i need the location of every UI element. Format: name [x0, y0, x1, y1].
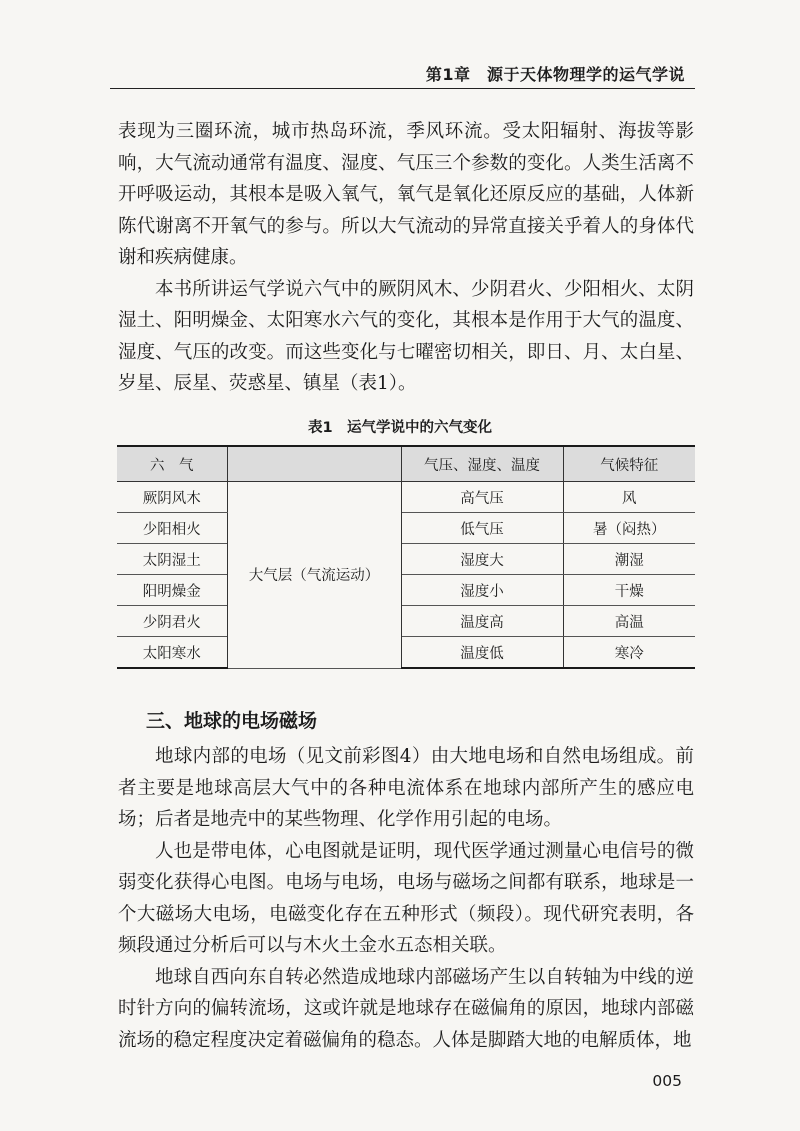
header-medium	[227, 446, 401, 482]
table-row	[117, 606, 695, 637]
table-row	[117, 513, 695, 544]
section-paragraph: 地球内部的电场（见文前彩图4）由大地电场和自然电场组成。前者主要是地球高层大气中的各种电流体系在地球内部所产生的感应电场；后者是地壳中的某些物理、化学作用引起的电场。	[118, 746, 694, 830]
parameter-cell: 湿度小	[401, 575, 563, 606]
page-number: 005	[652, 1072, 682, 1090]
climate-cell: 高温	[563, 606, 695, 637]
table-caption: 表1 运气学说中的六气变化	[307, 420, 493, 436]
climate-cell: 潮湿	[563, 544, 695, 575]
parameter-cell: 高气压	[401, 482, 563, 513]
climate-cell: 干燥	[563, 575, 695, 606]
section-paragraph: 人也是带电体，心电图就是证明，现代医学通过测量心电信号的微弱变化获得心电图。电场与电场，电场与磁场之间都有联系，地球是一个大磁场大电场，电磁变化存在五种形式（频段）。现代研究表明，各频段通过分析后可以与木火土金水五态相关联。	[118, 840, 694, 956]
intro-text	[118, 116, 694, 400]
qi-cell: 太阴湿土	[117, 544, 227, 575]
running-head: 第1章 源于天体物理学的运气学说	[425, 65, 685, 84]
intro-paragraph: 表现为三圈环流，城市热岛环流，季风环流。受太阳辐射、海拔等影响，大气流动通常有温度、湿度、气压三个参数的变化。人类生活离不开呼吸运动，其根本是吸入氧气，氧气是氧化还原反应的基础，人体新陈代谢离不开氧气的参与。所以大气流动的异常直接关乎着人的身体代谢和疾病健康。	[118, 121, 694, 268]
header-climate: 气候特征	[563, 446, 695, 482]
header-parameter: 气压、湿度、温度	[401, 446, 563, 482]
qi-cell: 太阳寒水	[117, 637, 227, 669]
header-rule	[110, 88, 695, 89]
parameter-cell: 低气压	[401, 513, 563, 544]
table-row	[117, 544, 695, 575]
section-text	[118, 741, 694, 1056]
header-qi: 六 气	[117, 446, 227, 482]
section-paragraph: 地球自西向东自转必然造成地球内部磁场产生以自转轴为中线的逆时针方向的偏转流场，这或许就是地球存在磁偏角的原因，地球内部磁流场的稳定程度决定着磁偏角的稳态。人体是脚踏大地的电解质体，地	[118, 966, 694, 1051]
six-qi-table	[117, 445, 695, 669]
climate-cell: 风	[563, 482, 695, 513]
parameter-cell: 温度低	[401, 637, 563, 669]
climate-cell: 暑（闷热）	[563, 513, 695, 544]
table-row	[117, 575, 695, 606]
table-row	[117, 482, 695, 513]
qi-cell: 少阳相火	[117, 513, 227, 544]
atmosphere-cell: 大气层（气流运动）	[227, 482, 401, 669]
qi-cell: 厥阴风木	[117, 482, 227, 513]
climate-cell: 寒冷	[563, 637, 695, 669]
table-header-row	[117, 446, 695, 482]
parameter-cell: 温度高	[401, 606, 563, 637]
table-row	[117, 637, 695, 669]
qi-cell: 少阴君火	[117, 606, 227, 637]
qi-cell: 阳明燥金	[117, 575, 227, 606]
intro-paragraph: 本书所讲运气学说六气中的厥阴风木、少阴君火、少阳相火、太阴湿土、阳明燥金、太阳寒水六气的变化，其根本是作用于大气的温度、湿度、气压的改变。而这些变化与七曜密切相关，即日、月、太白星、岁星、辰星、荧惑星、镇星（表1）。	[118, 278, 694, 394]
parameter-cell: 湿度大	[401, 544, 563, 575]
section-heading: 三、地球的电场磁场	[146, 710, 318, 732]
